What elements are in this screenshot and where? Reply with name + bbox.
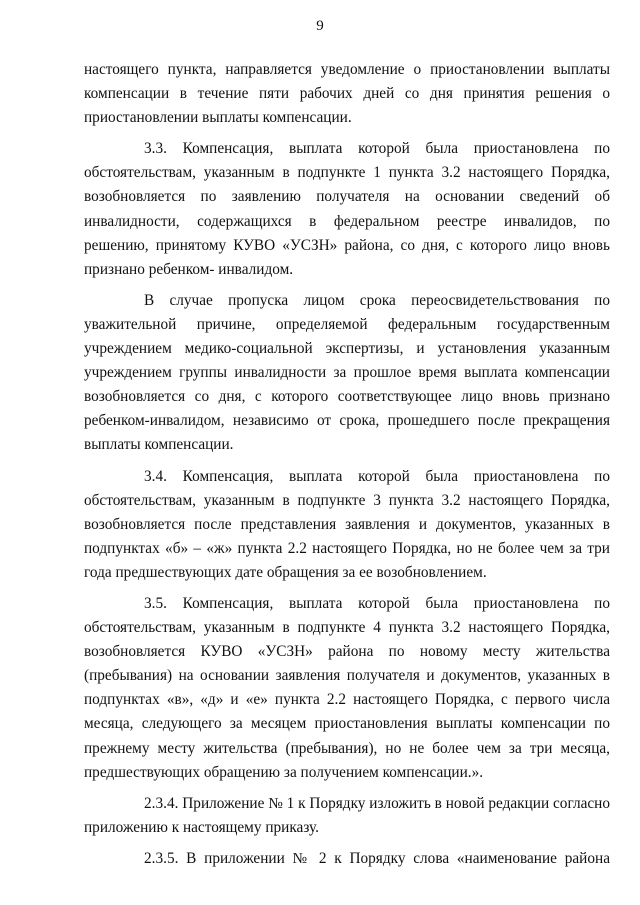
text-line: (пребывания) на основании заявления получателя и документов, указанных в [84,667,610,685]
text-line: возобновляется КУВО «УСЗН» района по новому месту жительства [84,643,610,661]
text-line: решению, принятому КУВО «УСЗН» района, со дня, с которого лицо вновь [84,236,610,254]
text-line: настоящего пункта, направляется уведомление о приостановлении выплаты [84,61,610,78]
text-line: уважительной причине, определяемой федеральным государственным [84,315,610,333]
paragraph-2-3-4 [84,792,610,840]
text-line: предшествующих обращению за получением компенсации.». [84,763,484,781]
text-line: 3.5. Компенсация, выплата которой была приостановлена по [144,594,610,612]
text-line: месяца, следующего за месяцем приостановления выплаты компенсации по [84,715,610,733]
text-line: инвалидности, содержащихся в федеральном реестре инвалидов, по [84,212,610,230]
text-line: 3.4. Компенсация, выплата которой была приостановлена по [144,467,610,485]
paragraph-missed-deadline [84,289,610,458]
paragraph-3-4 [84,465,610,585]
text-line: приостановлении выплаты компенсации. [84,109,352,127]
text-line: подпунктах «б» – «ж» пункта 2.2 настоящего Порядка, но не более чем за три [84,539,610,557]
paragraph-2-3-5 [84,847,610,871]
paragraph-3-3 [84,137,610,282]
text-line: учреждением медико-социальной экспертизы, и установления указанным [84,340,610,358]
text-line: 2.3.4. Приложение № 1 к Порядку изложить в новой редакции согласно [144,794,610,812]
text-line: обстоятельствам, указанным в подпункте 3 пункта 3.2 настоящего Порядка, [84,491,610,509]
text-line: возобновляется по заявлению получателя на основании сведений об [84,188,610,206]
text-line: В случае пропуска лицом срока переосвидетельствования по [144,291,610,309]
text-line: выплаты компенсации. [84,436,234,454]
text-line: прежнему месту жительства (пребывания), но не более чем за три месяца, [84,739,610,757]
paragraph-continuation [84,58,610,130]
text-line: компенсации в течение пяти рабочих дней со дня принятия решения о [84,85,610,103]
text-line: ребенком-инвалидом, независимо от срока, прошедшего после прекращения [84,412,610,430]
text-line: подпунктах «в», «д» и «е» пункта 2.2 настоящего Порядка, с первого числа [84,691,610,709]
text-line: приложению к настоящему приказу. [84,818,319,836]
page-number: 9 [316,18,324,34]
text-line: возобновляется со дня, с которого соответствующее лицо вновь признано [84,388,610,406]
text-line: 3.3. Компенсация, выплата которой была приостановлена по [144,140,610,158]
text-line: возобновляется после представления заявления и документов, указанных в [84,515,610,533]
text-line: 2.3.5. В приложении № 2 к Порядку слова «наименование района [144,849,610,867]
text-line: года предшествующих дате обращения за ее возобновлением. [84,563,487,581]
paragraph-3-5 [84,592,610,785]
text-line: обстоятельствам, указанным в подпункте 1 пункта 3.2 настоящего Порядка, [84,164,610,182]
text-line: учреждением группы инвалидности за прошлое время выплата компенсации [84,364,610,382]
text-line: обстоятельствам, указанным в подпункте 4 пункта 3.2 настоящего Порядка, [84,619,610,637]
text-line: признано ребенком- инвалидом. [84,260,294,278]
document-body [84,58,610,871]
